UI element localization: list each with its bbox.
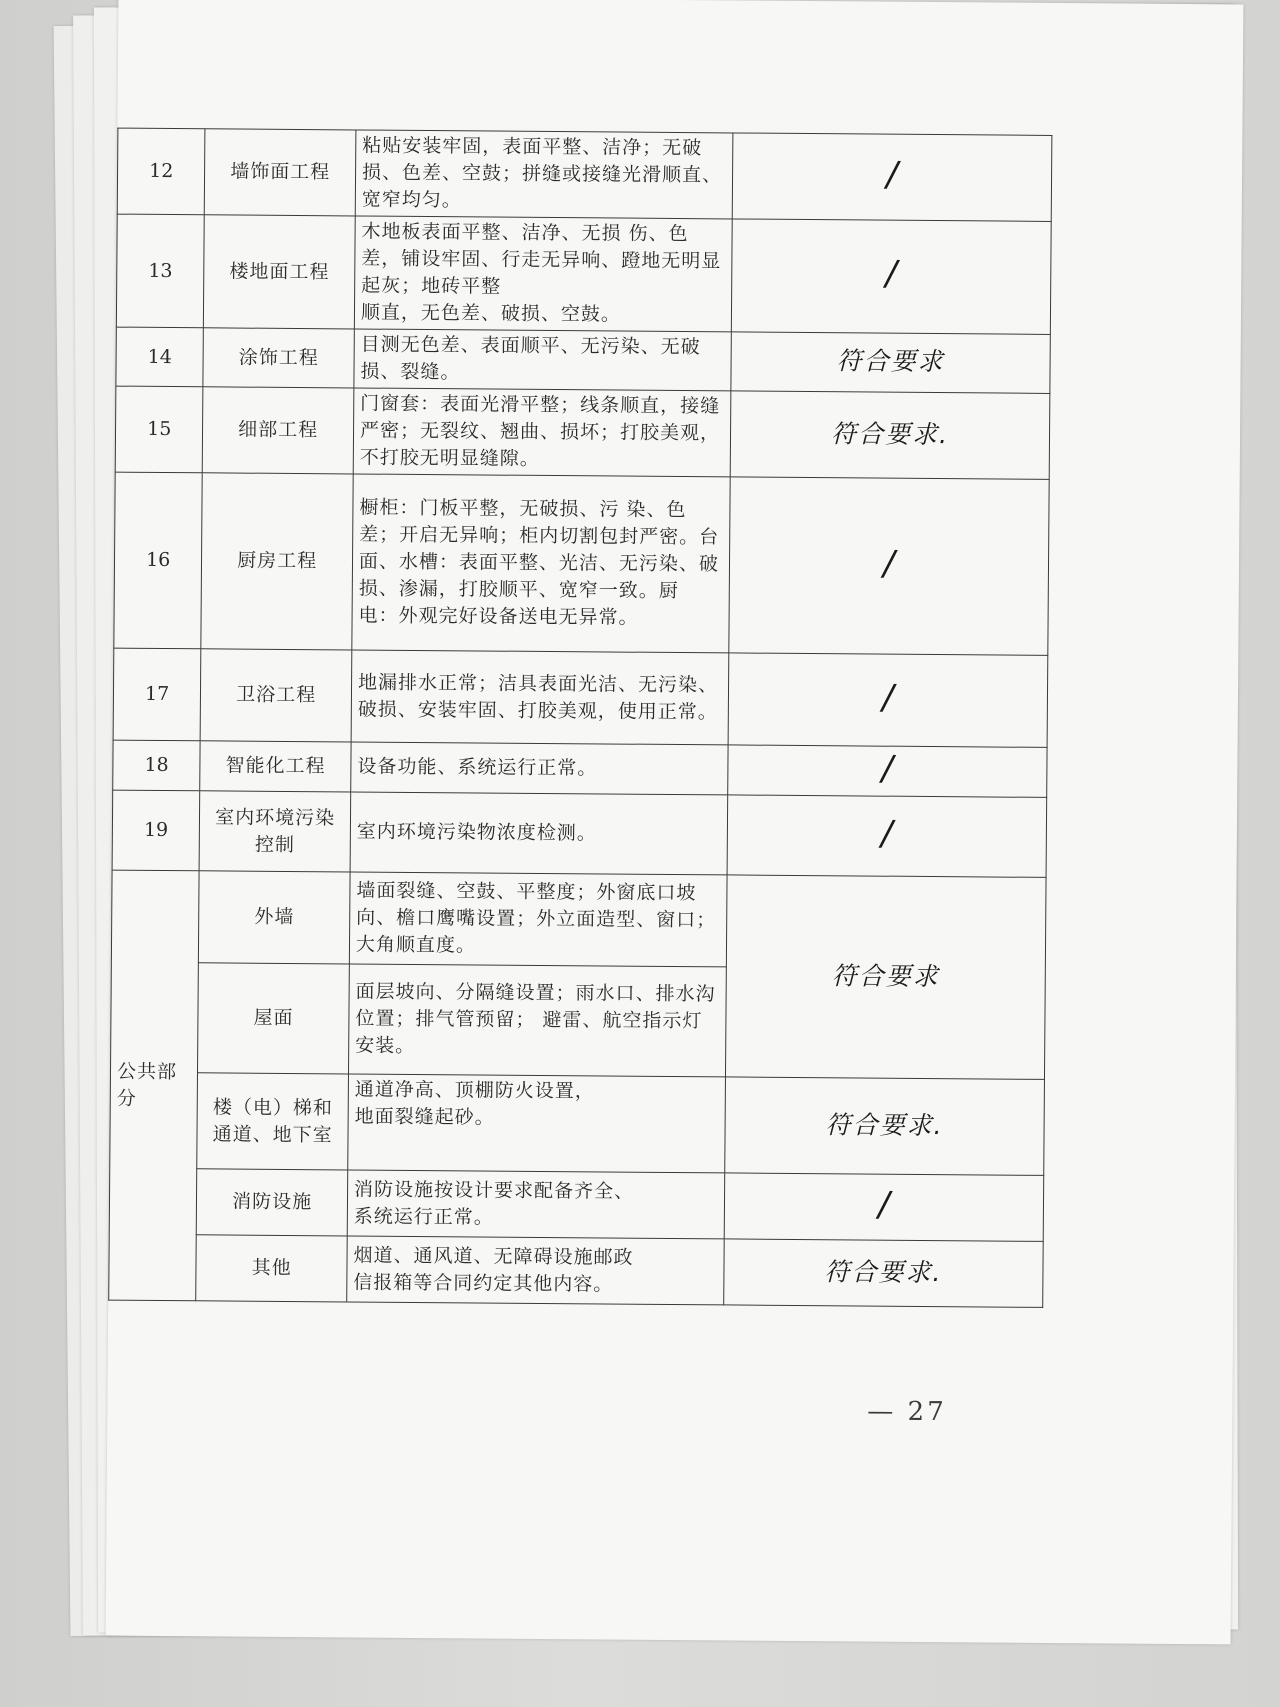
row-requirement: 室内环境污染物浓度检测。 (350, 792, 728, 875)
row-requirement: 木地板表面平整、洁净、无损 伤、色差，铺设牢固、行走无异响、蹬地无明显起灰；地砖平整 顺直，无色差、破损、空鼓。 (354, 216, 732, 332)
row-item: 屋面 (198, 963, 349, 1074)
table-row (113, 740, 1047, 797)
row-result (724, 1173, 1044, 1242)
row-item: 卫浴工程 (200, 649, 351, 742)
row-result (731, 219, 1051, 335)
table-row (114, 472, 1049, 655)
row-number: 16 (114, 472, 203, 649)
row-requirement: 橱柜：门板平整，无破损、污 染、色差；开启无异响；柜内切割包封严密。台面、水槽：表面平整、光洁、无污染、破损、渗漏，打胶顺平、宽窄一致。厨 电：外观完好设备送电无异常。 (352, 474, 730, 653)
row-item: 细部工程 (203, 387, 354, 474)
row-item: 涂饰工程 (203, 328, 354, 388)
row-item: 楼（电）梯和通道、地下室 (197, 1073, 348, 1170)
table-row (113, 648, 1048, 747)
inspection-table (108, 128, 1052, 1308)
table-row (110, 1072, 1045, 1175)
row-number: 18 (113, 740, 201, 791)
handwritten-slash: / (885, 253, 898, 294)
handwritten-result: 符合要求. (824, 1256, 943, 1287)
handwritten-slash: / (883, 543, 895, 584)
handwritten-slash: / (886, 154, 898, 195)
row-number: 19 (112, 790, 200, 871)
table-row (109, 1168, 1043, 1241)
table-row (115, 386, 1050, 479)
row-result (732, 133, 1052, 222)
row-requirement: 通道净高、顶棚防火设置， 地面裂缝起砂。 (348, 1074, 726, 1173)
row-number: 13 (116, 214, 204, 328)
row-requirement: 面层坡向、分隔缝设置；雨水口、排水沟位置；排气管预留； 避雷、航空指示灯安装。 (348, 964, 726, 1077)
row-result (729, 477, 1049, 656)
table-row (112, 790, 1047, 877)
row-item: 消防设施 (197, 1169, 348, 1236)
row-requirement: 烟道、通风道、无障碍设施邮政 信报箱等合同约定其他内容。 (347, 1236, 724, 1305)
table-row (111, 870, 1046, 969)
section-label: 公共部分 (109, 870, 200, 1301)
row-requirement: 目测无色差、表面顺平、无污染、无破损、裂缝。 (354, 329, 731, 391)
row-result (725, 875, 1046, 1079)
handwritten-slash: / (878, 1184, 890, 1225)
row-result (728, 653, 1048, 748)
table-row (116, 327, 1050, 393)
row-item: 厨房工程 (201, 473, 353, 650)
row-item: 外墙 (199, 871, 350, 964)
row-number: 12 (117, 128, 205, 215)
row-item: 智能化工程 (200, 741, 351, 792)
table-row (116, 214, 1051, 334)
row-item: 其他 (196, 1235, 347, 1302)
page-number: — 27 (867, 1396, 947, 1428)
row-result (730, 391, 1050, 480)
row-requirement: 粘贴安装牢固，表面平整、洁净；无破损、色差、空鼓；拼缝或接缝光滑顺直、宽窄均匀。 (355, 130, 733, 219)
document-page (106, 0, 1244, 1644)
handwritten-result: 符合要求 (836, 346, 945, 377)
row-number: 17 (113, 648, 201, 741)
handwritten-result: 符合要求. (830, 418, 950, 449)
handwritten-result: 符合要求. (825, 1109, 944, 1140)
row-result (724, 1239, 1044, 1308)
row-item: 室内环境污染控制 (199, 791, 350, 872)
row-number: 15 (115, 386, 203, 473)
row-result (731, 332, 1051, 394)
handwritten-slash: / (880, 813, 893, 854)
row-item: 墙饰面工程 (205, 129, 356, 216)
handwritten-slash: / (882, 677, 894, 718)
row-number: 14 (116, 327, 204, 387)
row-result (725, 1077, 1045, 1176)
row-item: 楼地面工程 (204, 215, 355, 329)
row-result (728, 745, 1047, 798)
table-row (117, 128, 1052, 221)
row-requirement: 消防设施按设计要求配备齐全、 系统运行正常。 (347, 1170, 724, 1239)
row-result (727, 795, 1047, 878)
row-requirement: 设备功能、系统运行正常。 (351, 742, 728, 795)
handwritten-slash: / (881, 748, 894, 789)
row-requirement: 墙面裂缝、空鼓、平整度；外窗底口坡向、檐口鹰嘴设置；外立面造型、窗口；大角顺直度。 (349, 872, 727, 967)
handwritten-result: 符合要求 (831, 960, 940, 991)
row-requirement: 地漏排水正常；洁具表面光洁、无污染、破损、安装牢固、打胶美观，使用正常。 (351, 650, 729, 745)
row-requirement: 门窗套：表面光滑平整；线条顺直，接缝严密；无裂纹、翘曲、损坏；打胶美观，不打胶无明显缝隙。 (353, 388, 731, 477)
table-row (109, 1234, 1043, 1307)
